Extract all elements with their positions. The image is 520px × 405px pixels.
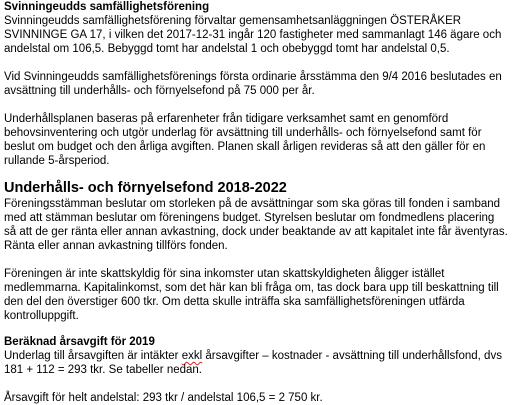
text-segment: årsavgifter – kostnader - avsättning till underhållsfond, dvs (202, 350, 502, 362)
section-heading-annual-fee: Beräknad årsavgift för 2019 (4, 336, 155, 348)
text-line: beslut om budget och den årliga avgiften. Planen skall årligen revideras så att den gäller för en (4, 141, 486, 153)
paragraph-association-intro (4, 14, 516, 56)
text-line: rullande 5-årsperiod. (4, 155, 110, 167)
annual-fee-calculation: Årsavgift för helt andelstal: 293 tkr / andelstal 106,5 = 2 750 kr. (4, 392, 323, 404)
text-line: den del den överstiger 600 tkr. Om detta skulle inträffa ska samfällighetsföreningen utfärda (4, 296, 465, 308)
text-line: andelstal om 106,5. Bebyggd tomt har andelstal 1 och obebyggd tomt har andelstal 0,5. (4, 43, 450, 55)
paragraph-maintenance-plan (4, 112, 516, 168)
text-line: avsättning till underhålls- och förnyelsefond på 75 000 per år. (4, 85, 315, 97)
text-segment: Underlag till årsavgiften är intäkter (4, 350, 182, 362)
text-line: Svinningeudds samfällighetsförening förvaltar gemensamhetsanläggningen ÖSTERÅKER (4, 15, 462, 27)
paragraph-tax-liability (4, 267, 516, 323)
text-line: så att de ger ränta eller annan avkastning, dock under beaktande av att kapitalet inte får äventyras. (4, 226, 508, 238)
section-heading-maintenance-fund: Underhålls- och förnyelsefond 2018-2022 (4, 180, 287, 196)
paragraph-fee-basis (4, 349, 516, 377)
text-line: SVINNINGE GA 17, i vilken det 2017-12-31 ingår 120 fastigheter med sammanlagt 146 ägare och (4, 29, 502, 41)
text-line: Ränta eller annan avkastning tillförs fonden. (4, 240, 228, 252)
section-heading-association: Svinningeudds samfällighetsförening (4, 1, 210, 13)
text-line: Föreningen är inte skattskyldig för sina inkomster utan skattskyldigheten åligger istället (4, 268, 445, 280)
text-line: Underhållsplanen baseras på erfarenheter från tidigare verksamhet samt en genomförd (4, 113, 449, 125)
paragraph-fund-decisions (4, 197, 516, 253)
text-line: Föreningsstämman beslutar om storleken på de avsättningar som ska göras till fonden i samband (4, 198, 501, 210)
spellcheck-flagged-word: exkl (181, 350, 203, 362)
text-line: Vid Svinningeudds samfällighetsförenings första ordinarie årsstämma den 9/4 2016 beslutades en (4, 71, 502, 83)
text-line: med att stämman beslutar om föreningens budget. Styrelsen beslutar om fondmedlens placering (4, 212, 495, 224)
text-line: kontrolluppgift. (4, 310, 79, 322)
paragraph-first-annual-meeting (4, 70, 516, 98)
text-line: medlemmarna. Kapitalinkomst, som det här kan bli fråga om, tas dock bara upp till beskattning till (4, 282, 499, 294)
text-line: behovsinventering och utgör underlag för avsättning till underhålls- och förnyelsefond samt för (4, 127, 482, 139)
text-line: 181 + 112 = 293 tkr. Se tabeller nedan. (4, 364, 202, 376)
document-page (4, 0, 516, 405)
text-line (4, 349, 516, 363)
